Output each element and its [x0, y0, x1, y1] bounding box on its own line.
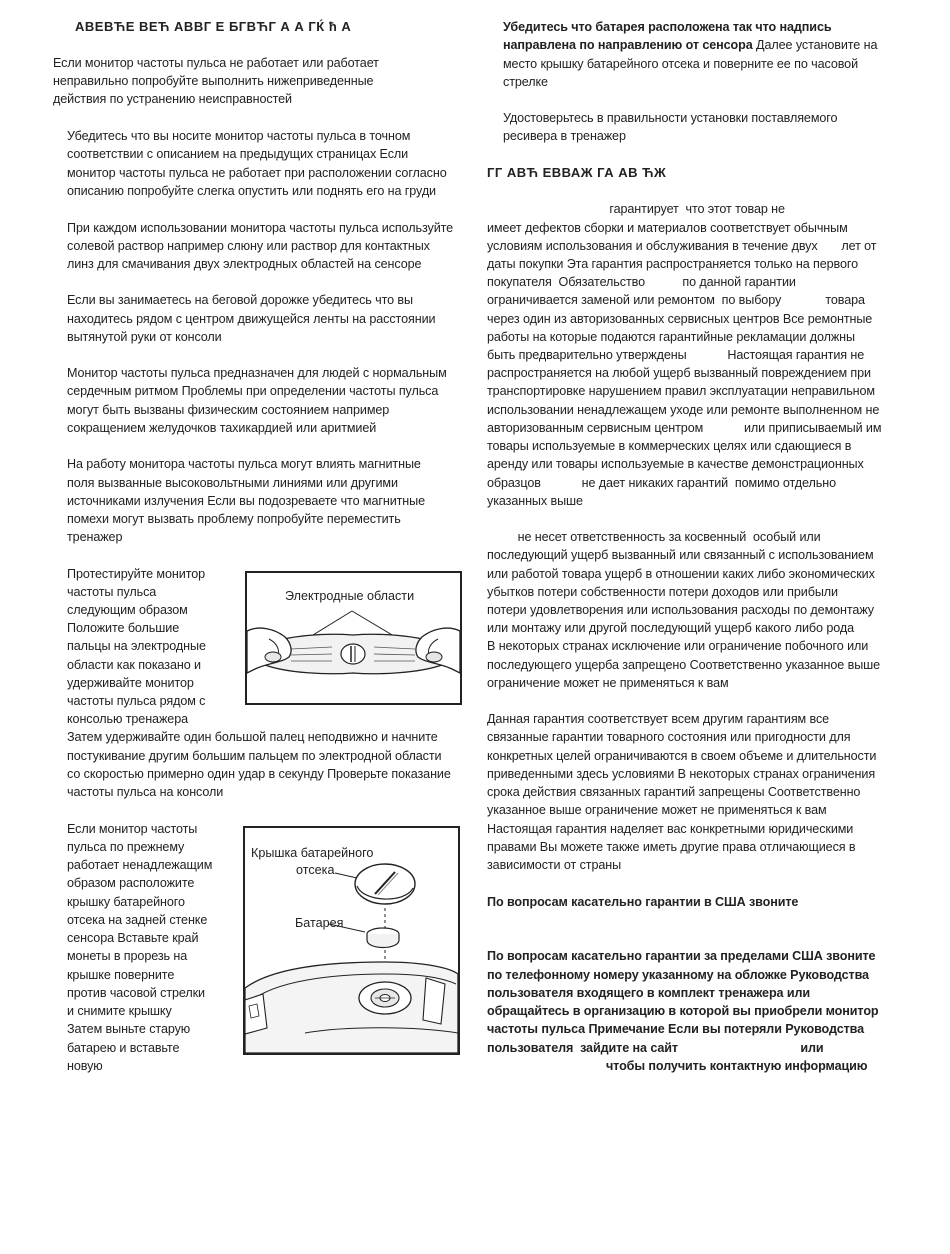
- text-line: удерживайте монитор: [67, 676, 194, 690]
- text-fragment: Далее установите на: [752, 38, 878, 52]
- text-line: даты покупки Эта гарантия распространяется только на первого: [487, 257, 859, 271]
- text-line: Затем удерживайте один большой палец неподвижно и начните: [67, 730, 438, 744]
- text-line: батарею и вставьте: [67, 1041, 180, 1055]
- text-line: отсека на задней стенке: [67, 913, 208, 927]
- text-line: частоты пульса рядом с: [67, 694, 206, 708]
- text-line: Монитор частоты пульса предназначен для людей с нормальным: [67, 366, 447, 380]
- text-line: описанию попробуйте слегка опустить или поднять его на груди: [67, 184, 436, 198]
- text-line: частоты пульса: [67, 585, 157, 599]
- text-line: против часовой стрелки: [67, 986, 205, 1000]
- text-line: Данная гарантия соответствует всем другим гарантиям все: [487, 712, 830, 726]
- text-line: Протестируйте монитор: [67, 567, 206, 581]
- text-line: покупателя Обязательство по данной гарантии: [487, 275, 796, 289]
- text-line: по телефонному номеру указанному на обложке Руководства: [487, 968, 869, 982]
- text-line: чтобы получить контактную информацию: [487, 1059, 868, 1073]
- electrode-areas-label: Электродные области: [285, 589, 415, 603]
- text-line: следующим образом: [67, 603, 188, 617]
- text-line: и снимите крышку: [67, 1004, 172, 1018]
- text-line: пользователя зайдите на сайт или: [487, 1041, 824, 1055]
- text-line: гарантирует что этот товар не: [487, 202, 785, 216]
- text-line: действия по устранению неисправностей: [53, 92, 292, 106]
- text-line: помехи могут вызвать проблему попробуйте переместить: [67, 512, 401, 526]
- text-line: Положите большие: [67, 621, 180, 635]
- text-line: потери удовлетворения или использования расходы по демонтажу: [487, 603, 874, 617]
- text-line: [503, 36, 877, 54]
- text-line: товары используемые в коммерческих целях или сдающиеся в: [487, 439, 852, 453]
- text-line: консолью тренажера: [67, 712, 189, 726]
- text-line: не несет ответственность за косвенный особый или: [487, 530, 821, 544]
- text-line: Убедитесь что вы носите монитор частоты пульса в точном: [67, 129, 411, 143]
- text-line: срока действия связанных гарантий запрещены Соответственно: [487, 785, 861, 799]
- text-line: пальцы на электродные: [67, 639, 206, 653]
- text-line: пульса по прежнему: [67, 840, 185, 854]
- text-line: пользователя входящего в комплект тренажера или: [487, 986, 811, 1000]
- text-line: указанное выше ограничение может не применяться к вам: [487, 803, 827, 817]
- text-line: со скоростью примерно один удар в секунду Проверьте показание: [67, 767, 451, 781]
- text-line: правами Вы можете также иметь другие права отличающиеся в: [487, 840, 856, 854]
- text-line: частоты пульса Примечание Если вы потеряли Руководства: [487, 1022, 865, 1036]
- text-line: образцов не дает никаких гарантий помимо отдельно: [487, 476, 836, 490]
- text-line: работы на которые подаются гарантийные рекламации должны: [487, 330, 855, 344]
- troubleshooting-heading: АВЕВЋЕ ВЕЋ АВВГ Е БГВЋГ А А ГЌ ћ А: [75, 19, 352, 34]
- text-line: авторизованным сервисным центром или приписываемый им: [487, 421, 882, 435]
- electrode-figure: [245, 571, 462, 705]
- text-line: конкретных целей ограничиваются в своем объеме и длительности: [487, 749, 877, 763]
- text-line: указанных выше: [487, 494, 583, 508]
- text-line: распространяется на любой ущерб вызванный повреждением при: [487, 366, 871, 380]
- text-line: линз для смачивания двух электродных областей на сенсоре: [67, 257, 422, 271]
- cover-label-line1: Крышка батарейного: [251, 846, 374, 860]
- cover-label-line2: отсека: [296, 863, 335, 877]
- text-line: образом расположите: [67, 876, 195, 890]
- text-line: Если монитор частоты пульса не работает или работает: [53, 56, 379, 70]
- text-line: зависимости от страны: [487, 858, 622, 872]
- text-line: обращайтесь в организацию в которой вы приобрели монитор: [487, 1004, 879, 1018]
- text-line: сокращением желудочков тахикардией или аритмией: [67, 421, 377, 435]
- text-line: монитор частоты пульса не работает при расположении согласно: [67, 166, 447, 180]
- text-line: условиям использования и обслуживания в течение двух лет от: [487, 239, 877, 253]
- text-line: солевой раствор например слюну или раствор для контактных: [67, 239, 430, 253]
- text-line: новую: [67, 1059, 103, 1073]
- text-line: При каждом использовании монитора частоты пульса используйте: [67, 221, 454, 235]
- text-line: через один из авторизованных сервисных центров Все ремонтные: [487, 312, 873, 326]
- text-line: последующий ущерб вызванный или связанный с использованием: [487, 548, 874, 562]
- text-line: тренажер: [67, 530, 123, 544]
- text-line: По вопросам касательно гарантии за пределами США звоните: [487, 949, 876, 963]
- text-line: Убедитесь что батарея расположена так что надпись: [503, 20, 832, 34]
- text-line: последующего ущерба запрещено Соответственно указанное выше: [487, 658, 881, 672]
- text-line: постукивание другим большим пальцем по электродной области: [67, 749, 442, 763]
- text-line: или работой товара ущерб в отношении каких либо экономических: [487, 567, 875, 581]
- text-line: крышке поверните: [67, 968, 175, 982]
- text-line: сердечным ритмом Проблемы при определении частоты пульса: [67, 384, 439, 398]
- text-line: На работу монитора частоты пульса могут влиять магнитные: [67, 457, 421, 471]
- battery-label: Батарея: [295, 916, 344, 930]
- text-line: Если вы занимаетесь на беговой дорожке убедитесь что вы: [67, 293, 413, 307]
- text-line: транспортировке нарушением правил эксплуатации неправильном: [487, 384, 875, 398]
- text-line: Настоящая гарантия наделяет вас конкретными юридическими: [487, 822, 854, 836]
- text-line: неправильно попробуйте выполнить нижеприведенные: [53, 74, 374, 88]
- text-line: монеты в прорезь на: [67, 949, 188, 963]
- text-line: ресивера в тренажер: [503, 129, 626, 143]
- usa-contact-line: По вопросам касательно гарантии в США звоните: [487, 895, 799, 909]
- text-line: Удостоверьтесь в правильности установки поставляемого: [503, 111, 838, 125]
- text-line: Затем выньте старую: [67, 1022, 191, 1036]
- text-line: стрелке: [503, 75, 548, 89]
- text-line: ограничение может не применяться к вам: [487, 676, 729, 690]
- bold-fragment: направлена по направлению от сенсора: [503, 38, 753, 52]
- text-line: сенсора Вставьте край: [67, 931, 199, 945]
- text-line: убытков потери собственности потери доходов или прибыли: [487, 585, 838, 599]
- text-line: источниками излучения Если вы подозреваете что магнитные: [67, 494, 426, 508]
- text-line: работает ненадлежащим: [67, 858, 213, 872]
- text-line: связанные гарантии товарного состояния или пригодности для: [487, 730, 851, 744]
- text-line: могут быть вызваны физическим состоянием например: [67, 403, 390, 417]
- text-line: находитесь рядом с центром движущейся ленты на расстоянии: [67, 312, 436, 326]
- text-line: области как показано и: [67, 658, 201, 672]
- text-line: поля вызванные высоковольтными линиями или другими: [67, 476, 398, 490]
- text-line: соответствии с описанием на предыдущих страницах Если: [67, 147, 409, 161]
- warranty-heading: ГГ АВЋ ЕВВАЖ ГА АВ ЋЖ: [487, 165, 667, 180]
- text-line: аренду или товары используемые в качестве демонстрационных: [487, 457, 864, 471]
- text-line: В некоторых странах исключение или ограничение побочного или: [487, 639, 869, 653]
- text-line: или монтажу или другой последующий ущерб какого либо рода: [487, 621, 855, 635]
- text-line: ограничивается заменой или ремонтом по выбору товара: [487, 293, 865, 307]
- text-line: место крышку батарейного отсека и поверните ее по часовой: [503, 57, 859, 71]
- text-line: вытянутой руки от консоли: [67, 330, 222, 344]
- text-line: использовании ненадлежащем уходе или ремонте выполненном не: [487, 403, 880, 417]
- text-line: имеет дефектов сборки и материалов соответствует обычным: [487, 221, 848, 235]
- text-line: частоты пульса на консоли: [67, 785, 224, 799]
- battery-figure: [243, 826, 460, 1055]
- text-line: крышку батарейного: [67, 895, 185, 909]
- text-line: быть предварительно утверждены Настоящая гарантия не: [487, 348, 865, 362]
- text-line: Если монитор частоты: [67, 822, 198, 836]
- text-line: приведенными здесь условиями В некоторых странах ограничения: [487, 767, 876, 781]
